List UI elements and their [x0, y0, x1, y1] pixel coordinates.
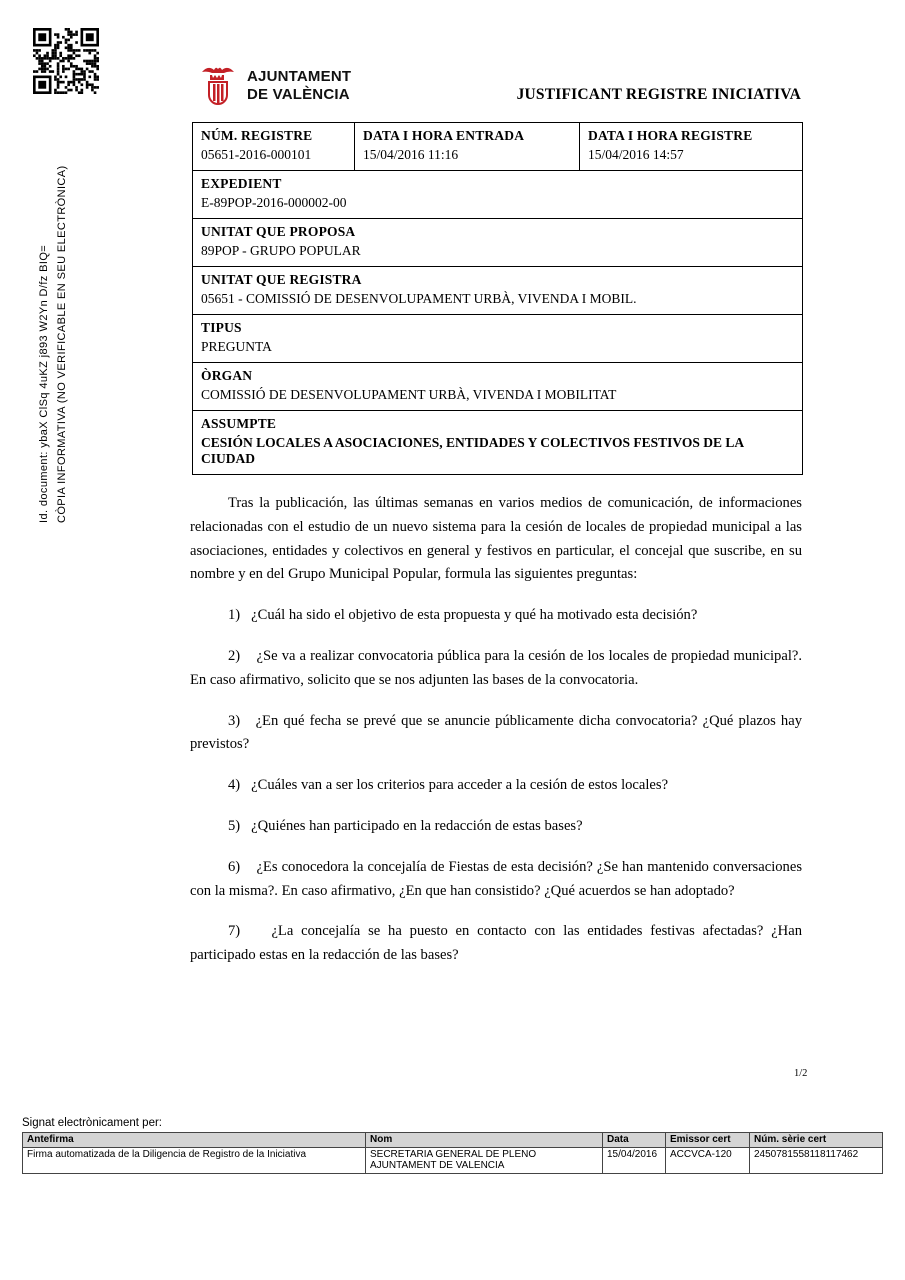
body-text — [190, 492, 802, 968]
registry-row-organ — [193, 363, 803, 411]
data-registre-value: 15/04/2016 14:57 — [588, 147, 684, 162]
assumpte-value: CESIÓN LOCALES A ASOCIACIONES, ENTIDADES Y COLECTIVOS FESTIVOS DE LA CIUDAD — [201, 435, 744, 466]
tipus-cell — [193, 315, 803, 363]
data-entrada-value: 15/04/2016 11:16 — [363, 147, 459, 162]
signature-nom-line2: AJUNTAMENT DE VALENCIA — [370, 1160, 505, 1171]
signature-emissor-value: ACCVCA-120 — [666, 1148, 750, 1174]
question-5 — [190, 815, 802, 839]
question-4 — [190, 774, 802, 798]
registry-row-unitat-proposa — [193, 219, 803, 267]
unitat-registra-cell — [193, 267, 803, 315]
registry-row-tipus — [193, 315, 803, 363]
signature-header-row — [23, 1133, 883, 1148]
question-2 — [190, 645, 802, 693]
intro-paragraph: Tras la publicación, las últimas semanas en varios medios de comunicación, de informaciones relacionadas con el estudio de un nuevo sistema para la cesión de locales de propiedad municipal a las asociaciones, entidades y colectivos en general y festivos en particular, el concejal que suscribe, en su nombre y en del Grupo Municipal Popular, formula las siguientes preguntas: — [190, 495, 802, 583]
question-7 — [190, 920, 802, 968]
data-registre-label: DATA I HORA REGISTRE — [588, 128, 753, 143]
unitat-proposa-label: UNITAT QUE PROPOSA — [201, 224, 356, 239]
signature-data-value: 15/04/2016 — [603, 1148, 666, 1174]
question-6 — [190, 856, 802, 904]
question-4-number: 4) — [228, 777, 241, 794]
expedient-label: EXPEDIENT — [201, 176, 282, 191]
data-registre-cell — [580, 123, 803, 171]
signature-nom-value — [366, 1148, 603, 1174]
question-2-text: ¿Se va a realizar convocatoria pública para la cesión de los locales de propiedad municipal?. En caso afirmativo, solicito que se nos adjunten las bases de la convocatoria. — [190, 647, 803, 688]
question-4-text: ¿Cuáles van a ser los criterios para acceder a la cesión de estos locales? — [251, 777, 669, 794]
data-entrada-label: DATA I HORA ENTRADA — [363, 128, 525, 143]
question-6-text: ¿Es conocedora la concejalía de Fiestas de esta decisión? ¿Se han mantenido conversaciones con la misma?. En caso afirmativo, ¿En que han consistido? ¿Qué acuerdos se han adoptado? — [190, 858, 803, 899]
question-6-number: 6) — [228, 858, 241, 875]
unitat-registra-label: UNITAT QUE REGISTRA — [201, 272, 362, 287]
assumpte-label: ASSUMPTE — [201, 416, 277, 431]
num-registre-label: NÚM. REGISTRE — [201, 128, 313, 143]
logo-line2: DE VALÈNCIA — [247, 86, 350, 103]
num-registre-cell — [193, 123, 355, 171]
data-entrada-cell — [355, 123, 580, 171]
valencia-coat-of-arms-icon — [198, 64, 238, 108]
organ-value: COMISSIÓ DE DESENVOLUPAMENT URBÀ, VIVENDA I MOBILITAT — [201, 387, 617, 402]
sidebar-id-document-text: Id. document: ybaX ClSq 4uKZ j893 W2Yn D/fz BIQ= — [38, 244, 50, 523]
assumpte-cell — [193, 411, 803, 475]
tipus-value: PREGUNTA — [201, 339, 272, 354]
signature-header-serie: Núm. sèrie cert — [750, 1133, 883, 1148]
logo-wordmark — [247, 68, 351, 104]
registry-row-unitat-registra — [193, 267, 803, 315]
registry-row-1 — [193, 123, 803, 171]
organ-cell — [193, 363, 803, 411]
question-7-number: 7) — [228, 923, 241, 940]
logo-line1: AJUNTAMENT — [247, 68, 352, 85]
question-1 — [190, 604, 802, 628]
sidebar-copia-informativa-text: CÒPIA INFORMATIVA (NO VERIFICABLE EN SEU ELECTRÒNICA) — [56, 165, 68, 523]
unitat-proposa-value: 89POP - GRUPO POPULAR — [201, 243, 361, 258]
expedient-value: E-89POP-2016-000002-00 — [201, 195, 347, 210]
registry-row-assumpte — [193, 411, 803, 475]
question-3 — [190, 710, 802, 758]
document-title: JUSTIFICANT REGISTRE INICIATIVA — [516, 86, 801, 103]
signature-caption: Signat electrònicament per: — [22, 1117, 162, 1129]
signature-data-row — [23, 1148, 883, 1174]
signature-header-emissor: Emissor cert — [666, 1133, 750, 1148]
qr-code-icon — [33, 28, 99, 94]
signature-table — [22, 1132, 883, 1174]
ajuntament-logo — [198, 64, 351, 108]
signature-serie-value: 2450781558118117462 — [750, 1148, 883, 1174]
signature-header-antefirma: Antefirma — [23, 1133, 366, 1148]
signature-nom-line1: SECRETARIA GENERAL DE PLENO — [370, 1149, 537, 1160]
tipus-label: TIPUS — [201, 320, 242, 335]
signature-header-data: Data — [603, 1133, 666, 1148]
question-3-text: ¿En qué fecha se prevé que se anuncie públicamente dicha convocatoria? ¿Qué plazos hay previstos? — [190, 712, 802, 753]
organ-label: ÒRGAN — [201, 368, 253, 383]
registry-table — [192, 122, 803, 475]
expedient-cell — [193, 171, 803, 219]
question-5-number: 5) — [228, 817, 241, 834]
registry-row-expedient — [193, 171, 803, 219]
question-3-number: 3) — [228, 712, 241, 729]
question-5-text: ¿Quiénes han participado en la redacción de estas bases? — [251, 817, 583, 834]
question-2-number: 2) — [228, 647, 241, 664]
signature-antefirma-value: Firma automatizada de la Diligencia de Registro de la Iniciativa — [23, 1148, 366, 1174]
signature-header-nom: Nom — [366, 1133, 603, 1148]
question-1-number: 1) — [228, 607, 241, 624]
unitat-registra-value: 05651 - COMISSIÓ DE DESENVOLUPAMENT URBÀ, VIVENDA I MOBIL. — [201, 291, 637, 306]
question-7-text: ¿La concejalía se ha puesto en contacto con las entidades festivas afectadas? ¿Han participado estas en la redacción de las bases? — [190, 923, 802, 964]
page-number: 1/2 — [794, 1068, 808, 1079]
unitat-proposa-cell — [193, 219, 803, 267]
num-registre-value: 05651-2016-000101 — [201, 147, 312, 162]
question-1-text: ¿Cuál ha sido el objetivo de esta propuesta y qué ha motivado esta decisión? — [251, 607, 698, 624]
